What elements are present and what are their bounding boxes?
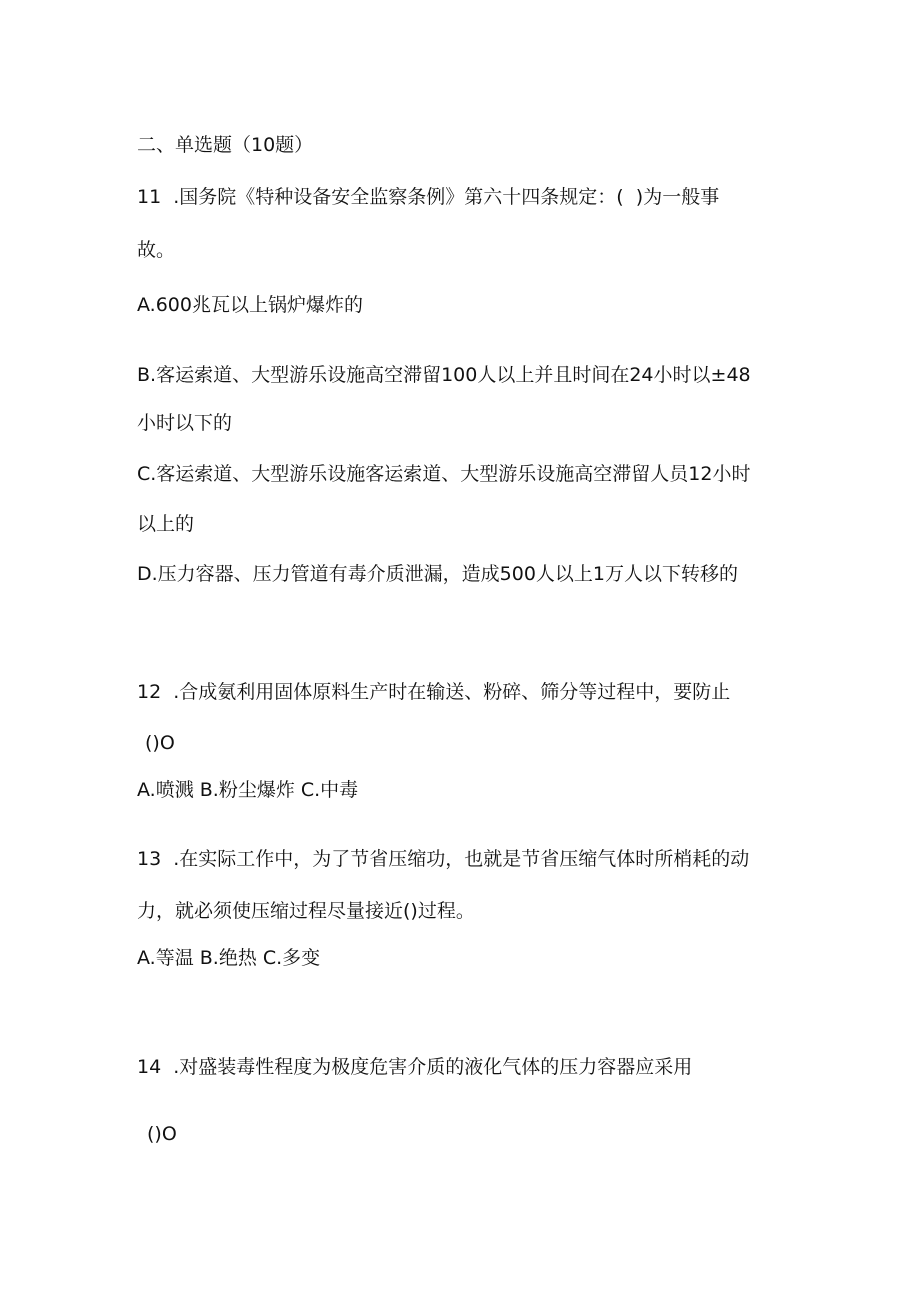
question-11-option-a: A.600兆瓦以上锅炉爆炸的	[137, 294, 363, 316]
question-14-stem-line-1: 14 .对盛装毒性程度为极度危害介质的液化气体的压力容器应采用	[137, 1056, 693, 1078]
question-12-stem-line-2: ()O	[145, 732, 175, 754]
question-12-stem-line-1: 12 .合成氨利用固体原料生产时在输送、粉碎、筛分等过程中，要防止	[137, 681, 731, 703]
question-11-option-b-cont: 小时以下的	[137, 412, 233, 434]
question-14-stem-line-2: ()O	[147, 1123, 177, 1145]
section-title: 二、单选题（10题）	[137, 134, 314, 156]
question-11-stem-line-1: 11 .国务院《特种设备安全监察条例》第六十四条规定：( )为一般事	[137, 186, 720, 208]
question-12-options: A.喷溅 B.粉尘爆炸 C.中毒	[137, 779, 359, 801]
question-11-option-d: D.压力容器、压力管道有毒介质泄漏，造成500人以上1万人以下转移的	[137, 563, 739, 585]
question-11-option-c: C.客运索道、大型游乐设施客运索道、大型游乐设施高空滞留人员12小时	[137, 463, 751, 485]
question-11-option-c-cont: 以上的	[137, 513, 195, 535]
question-11-option-b: B.客运索道、大型游乐设施高空滞留100人以上并且时间在24小时以±48	[137, 364, 751, 386]
question-13-stem-line-1: 13 .在实际工作中，为了节省压缩功，也就是节省压缩气体时所梢耗的动	[137, 848, 750, 870]
question-13-stem-line-2: 力，就必须使压缩过程尽量接近()过程。	[137, 900, 475, 922]
question-11-stem-line-2: 故。	[137, 239, 176, 261]
question-13-options: A.等温 B.绝热 C.多变	[137, 947, 321, 969]
